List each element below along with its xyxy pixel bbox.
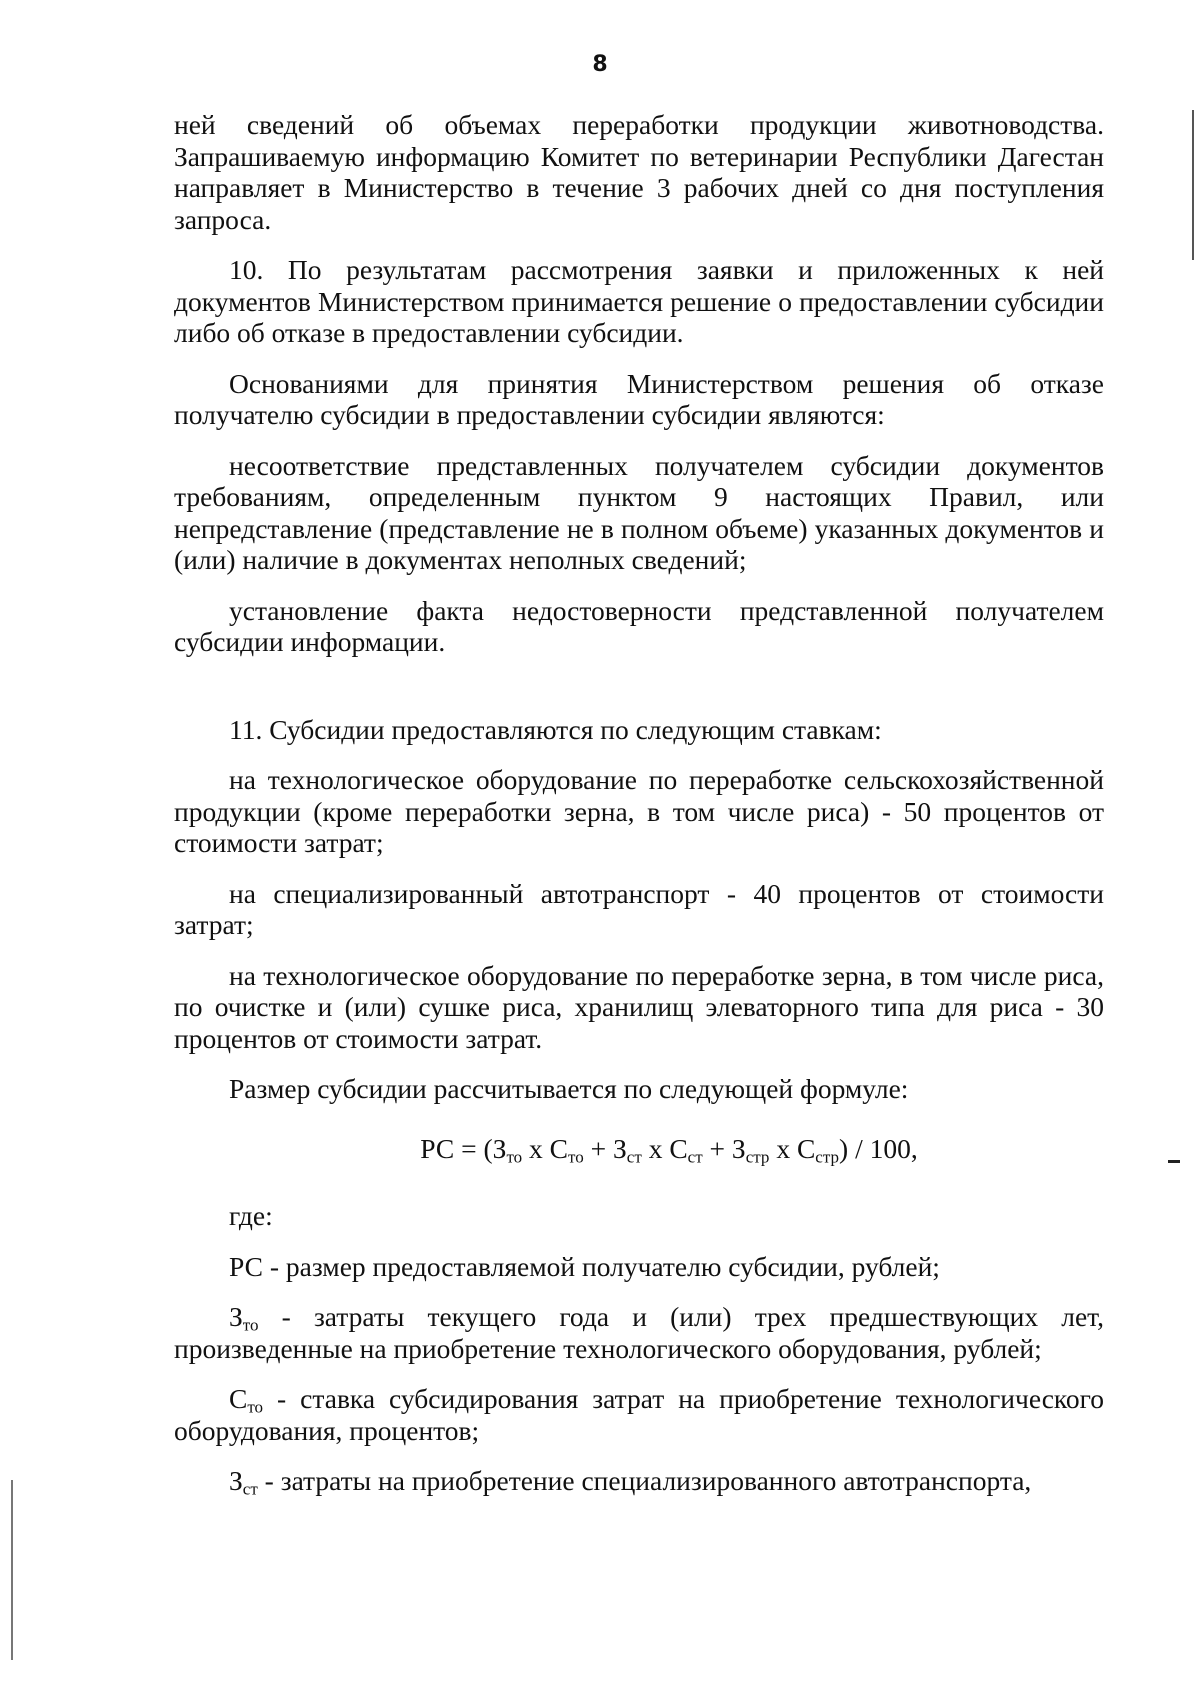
scan-artifact-right-edge <box>1192 110 1194 260</box>
symbol-subscript: то <box>247 1397 264 1417</box>
formula-subscript: стр <box>815 1146 840 1166</box>
formula-part: x С <box>641 1132 688 1164</box>
formula-subscript: ст <box>626 1146 642 1166</box>
formula-part: + З <box>583 1132 627 1164</box>
formula-subscript: стр <box>745 1146 770 1166</box>
document-body <box>174 109 1104 1516</box>
formula-part: РС = (З <box>420 1132 507 1164</box>
paragraph-refusal-grounds: Основаниями для принятия Министерством решения об отказе получателю субсидии в предоставлении субсидии являются: <box>174 367 1104 430</box>
scan-artifact-left-edge <box>11 1480 13 1660</box>
paragraph-continuation: ней сведений об объемах переработки продукции животноводства. Запрашиваемую информацию Комитет по ветеринарии Республики Дагестан направляет в Министерство в течение 3 рабочих дней со дня поступления запроса. <box>174 109 1104 235</box>
definition-zst <box>174 1465 1104 1497</box>
formula-subscript: то <box>506 1146 523 1166</box>
symbol: С <box>229 1383 248 1414</box>
paragraph-unreliability: установление факта недостоверности представленной получателем субсидии информации. <box>174 594 1104 657</box>
symbol: З <box>229 1301 243 1332</box>
definition-cto <box>174 1383 1104 1446</box>
paragraph-rate-grain: на технологическое оборудование по переработке зерна, в том числе риса, по очистке и (или) сушке риса, хранилищ элеваторного типа для риса - 30 процентов от стоимости затрат. <box>174 959 1104 1054</box>
symbol-subscript: то <box>242 1315 259 1335</box>
formula-subscript: ст <box>687 1146 703 1166</box>
definition-text: - затраты текущего года и (или) трех предшествующих лет, произведенные на приобретение технологического оборудования, рублей; <box>174 1301 1104 1364</box>
page-number: 8 <box>592 52 608 77</box>
symbol-subscript: ст <box>242 1479 258 1499</box>
subsidy-formula <box>174 1133 1104 1165</box>
formula-part: x С <box>522 1132 569 1164</box>
paragraph-item-11: 11. Субсидии предоставляются по следующим ставкам: <box>229 713 882 745</box>
paragraph-nonconformity: несоответствие представленных получателем субсидии документов требованиям, определенным пунктом 9 настоящих Правил, или непредставление (представление не в полном объеме) указанных документов и (или) наличие в документах неполных сведений; <box>174 449 1104 575</box>
definition-rs: РС - размер предоставляемой получателю субсидии, рублей; <box>229 1250 940 1282</box>
formula-part: + З <box>702 1132 746 1164</box>
definition-zto <box>174 1301 1104 1364</box>
paragraph-formula-intro: Размер субсидии рассчитывается по следующей формуле: <box>229 1073 909 1104</box>
formula-part: ) / 100, <box>839 1132 918 1164</box>
paragraph-where: где: <box>229 1200 273 1231</box>
paragraph-item-10: 10. По результатам рассмотрения заявки и приложенных к ней документов Министерством принимается решение о предоставлении субсидии либо об отказе в предоставлении субсидии. <box>174 254 1104 348</box>
scan-artifact-dash <box>1168 1160 1180 1163</box>
definition-text: - ставка субсидирования затрат на приобретение технологического оборудования, процентов; <box>174 1383 1104 1446</box>
definition-text: - затраты на приобретение специализированного автотранспорта, <box>257 1465 1032 1496</box>
formula-subscript: то <box>568 1146 584 1166</box>
paragraph-rate-transport: на специализированный автотранспорт - 40 процентов от стоимости затрат; <box>174 877 1104 940</box>
formula-part: x С <box>769 1132 816 1164</box>
paragraph-rate-equipment: на технологическое оборудование по переработке сельскохозяйственной продукции (кроме переработки зерна, в том числе риса) - 50 процентов от стоимости затрат; <box>174 764 1104 858</box>
symbol: З <box>229 1465 243 1496</box>
